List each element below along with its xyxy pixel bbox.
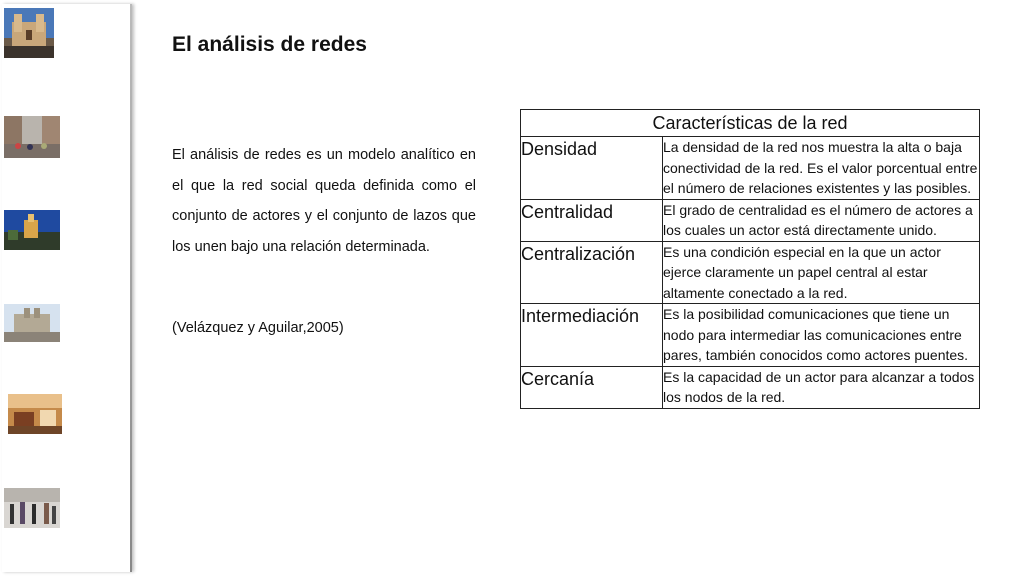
term-cell: Centralidad	[521, 199, 663, 241]
street-photo	[4, 116, 60, 158]
interior-photo	[8, 394, 62, 434]
table-row	[521, 199, 980, 241]
cathedral-photo	[4, 8, 54, 58]
description-cell: Es una condición especial en la que un actor ejerce claramente un papel central al estar altamente conectado a la red.	[663, 241, 980, 304]
description-cell: La densidad de la red nos muestra la alta o baja conectividad de la red. Es el valor porcentual entre el número de relaciones existentes y las posibles.	[663, 137, 980, 200]
network-characteristics-table	[520, 109, 980, 409]
term-cell: Cercanía	[521, 366, 663, 408]
citation: (Velázquez y Aguilar,2005)	[172, 320, 344, 336]
definition-paragraph: El análisis de redes es un modelo analítico en el que la red social queda definida como el conjunto de actores y el conjunto de lazos que los unen bajo una relación determinada.	[172, 147, 476, 255]
photo-strip	[2, 4, 132, 572]
term-cell: Densidad	[521, 137, 663, 200]
city-night-photo	[4, 210, 60, 250]
table-header: Características de la red	[521, 110, 980, 137]
table-row	[521, 304, 980, 367]
term-cell: Centralización	[521, 241, 663, 304]
description-cell: El grado de centralidad es el número de actores a los cuales un actor está directamente unido.	[663, 199, 980, 241]
table-row	[521, 366, 980, 408]
crowd-photo	[4, 488, 60, 528]
plaza-photo	[4, 304, 60, 342]
description-cell: Es la posibilidad comunicaciones que tiene un nodo para intermediar las comunicaciones entre pares, también conocidos como actores puentes.	[663, 304, 980, 367]
slide-title: El análisis de redes	[172, 33, 367, 56]
description-cell: Es la capacidad de un actor para alcanzar a todos los nodos de la red.	[663, 366, 980, 408]
table-row	[521, 241, 980, 304]
term-cell: Intermediación	[521, 304, 663, 367]
table-row	[521, 137, 980, 200]
table-header-row	[521, 110, 980, 137]
